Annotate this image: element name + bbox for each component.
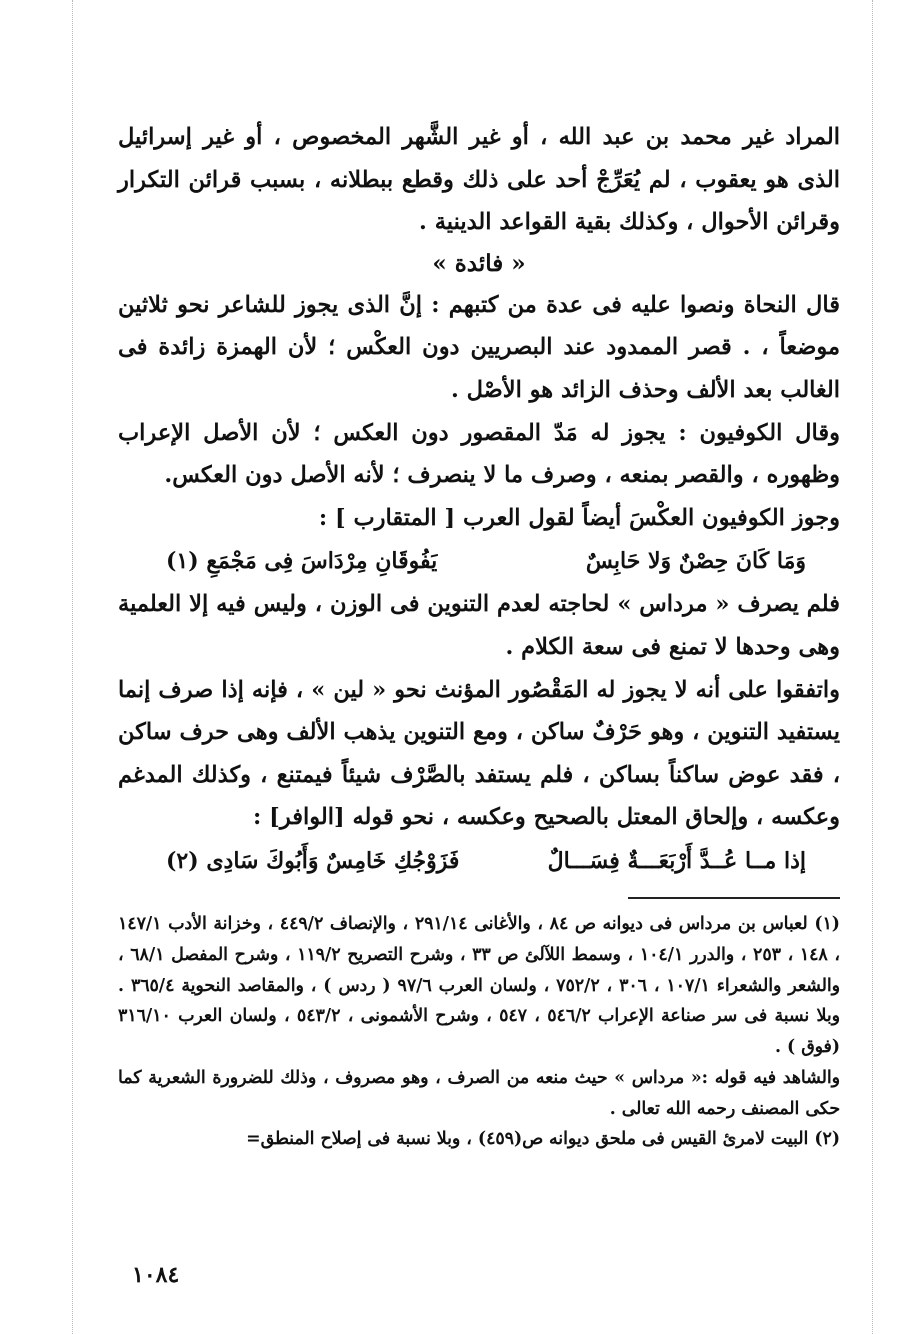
margin-guide-left [72, 0, 73, 1334]
paragraph-2: قال النحاة ونصوا عليه فى عدة من كتبهم : إنَّ الذى يجوز للشاعر نحو ثلاثين موضعاً ، . قصر الممدود عند البصريين دون العكْس ؛ لأن الهمزة زائدة فى الغالب بعد الألف وحذف الزائد هو الأصْل . [118, 291, 840, 403]
verse-2-second-hemistich: فَزَوْجُكِ خَامِسٌ وَأَبُوكَ سَادِى (٢) [166, 847, 460, 874]
verse-1-first-hemistich: وَمَا كَانَ حِصْنٌ وَلا حَابِسٌ [585, 548, 806, 575]
paragraph-4: وجوز الكوفيون العكْسَ أيضاً لقول العرب [ المتقارب ] : [318, 504, 840, 531]
verse-2-first-hemistich: إذا مــا عُــدَّ أَرْبَعَـــةٌ فِسَـــالٌ [547, 847, 806, 874]
footnote-1-commentary: والشاهد فيه قوله :« مرداس » حيث منعه من الصرف ، وهو مصروف ، وذلك للضرورة الشعرية كما حكى المصنف رحمه الله تعالى . [118, 1067, 840, 1119]
verse-1-second-hemistich: يَفُوقَانِ مِرْدَاسَ فِى مَجْمَعِ (١) [166, 548, 438, 575]
verse-1 [118, 539, 840, 583]
paragraph-1: المراد غير محمد بن عبد الله ، أو غير الشَّهر المخصوص ، أو غير إسرائيل الذى هو يعقوب ، لم يُعَرِّجْ أحد على ذلك وقطع ببطلانه ، بسبب قرائن التكرار وقرائن الأحوال ، وكذلك بقية القواعد الدينية . [118, 124, 840, 236]
book-page [118, 116, 840, 1306]
footnote-separator-wrap [118, 883, 840, 909]
margin-guide-right [872, 0, 873, 1334]
section-heading: « فائدة » [432, 249, 526, 277]
verse-2 [118, 839, 840, 883]
paragraph-3: وقال الكوفيون : يجوز له مَدّ المقصور دون العكس ؛ لأن الأصل الإعراب وظهوره ، والقصر بمنعه ، وصرف ما لا ينصرف ؛ لأنه الأصل دون العكس. [118, 419, 840, 489]
page-number: ١٠٨٤ [132, 1262, 180, 1288]
footnote-separator [628, 897, 840, 899]
paragraph-5: فلم يصرف « مرداس » لحاجته لعدم التنوين فى الوزن ، وليس فيه إلا العلمية وهى وحدها لا تمنع فى سعة الكلام . [118, 591, 840, 660]
paragraph-6: واتفقوا على أنه لا يجوز له المَقْصُور المؤنث نحو « لين » ، فإنه إذا صرف إنما يستفيد التنوين ، وهو حَرْفٌ ساكن ، ومع التنوين يذهب الألف وهى حرف ساكن ، فقد عوض ساكناً بساكن ، فلم يستفد بالصَّرْف شيئاً فيمتنع ، وكذلك المدغم وعكسه ، وإلحاق المعتل بالصحيح وعكسه ، نحو قوله [الوافر] : [118, 676, 840, 831]
footnote-1: (١) لعباس بن مرداس فى ديوانه ص ٨٤ ، والأغانى ٢٩١/١٤ ، والإنصاف ٤٤٩/٢ ، وخزانة الأدب ١٤٧/١ ، ١٤٨ ، ٢٥٣ ، والدرر ١٠٤/١ ، وسمط اللآلئ ص ٣٣ ، وشرح التصريح ١١٩/٢ ، وشرح المفصل ٦٨/١ ، والشعر والشعراء ١٠٧/١ ، ٣٠٦ ، ٧٥٢/٢ ، ولسان العرب ٩٧/٦ ( ردس ) ، والمقاصد النحوية ٣٦٥/٤ . وبلا نسبة فى سر صناعة الإعراب ٥٤٦/٢ ، ٥٤٧ ، وشرح الأشمونى ، ٥٤٣/٢ ، ولسان العرب ٣١٦/١٠ (فوق ) . [118, 913, 840, 1058]
footnote-2: (٢) البيت لامرئ القيس فى ملحق ديوانه ص(٤٥٩) ، وبلا نسبة فى إصلاح المنطق= [246, 1129, 840, 1150]
